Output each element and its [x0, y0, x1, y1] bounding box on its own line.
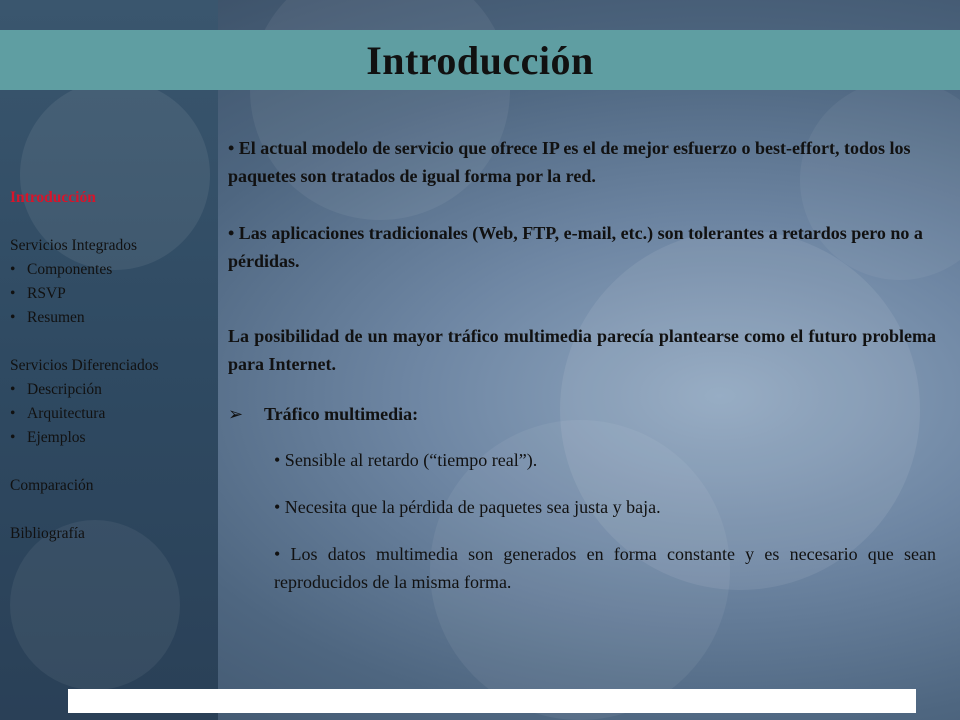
section-heading — [228, 400, 936, 428]
nav-item-rsvp[interactable] — [10, 282, 215, 306]
nav-item-arquitectura[interactable] — [10, 402, 215, 426]
nav-item-label: Resumen — [27, 309, 85, 326]
nav-item-label: Descripción — [27, 381, 102, 398]
list-item: • Necesita que la pérdida de paquetes sea justa y baja. — [274, 497, 661, 517]
sidebar-nav — [10, 186, 215, 546]
bullet-icon: • — [10, 261, 16, 278]
bullet-icon: • — [10, 285, 16, 302]
title-bar — [0, 30, 960, 90]
bullet-aplicaciones: • Las aplicaciones tradicionales (Web, FTP, e-mail, etc.) son tolerantes a retardos pero no a pérdidas. — [228, 223, 923, 271]
nav-item-comparacion[interactable]: Comparación — [10, 477, 94, 494]
slide-title: Introducción — [366, 37, 594, 83]
bullet-icon: • — [10, 405, 16, 422]
nav-item-introduccion[interactable]: Introducción — [10, 189, 96, 206]
nav-item-resumen[interactable] — [10, 306, 215, 330]
nav-item-label: Arquitectura — [27, 405, 106, 422]
nav-heading-servicios-integrados[interactable]: Servicios Integrados — [10, 237, 137, 254]
bullet-icon: • — [10, 429, 16, 446]
arrow-bullet-icon: ➢ — [228, 403, 244, 424]
nav-item-label: Ejemplos — [27, 429, 86, 446]
bullet-icon: • — [10, 381, 16, 398]
heading-trafico-multimedia: Tráfico multimedia: — [264, 404, 419, 424]
list-item: • Sensible al retardo (“tiempo real”). — [274, 450, 538, 470]
bullet-best-effort: • El actual modelo de servicio que ofrece IP es el de mejor esfuerzo o best-effort, todos los paquetes son tratados de igual forma por la red. — [228, 138, 911, 186]
paragraph-multimedia: La posibilidad de un mayor tráfico multimedia parecía plantearse como el futuro problema para Internet. — [228, 326, 936, 374]
bullet-icon: • — [10, 309, 16, 326]
nav-item-componentes[interactable] — [10, 258, 215, 282]
multimedia-list — [274, 446, 936, 615]
nav-item-descripcion[interactable] — [10, 378, 215, 402]
list-item: • Los datos multimedia son generados en forma constante y es necesario que sean reproducidos de la misma forma. — [274, 544, 936, 592]
nav-heading-servicios-diferenciados[interactable]: Servicios Diferenciados — [10, 357, 159, 374]
nav-item-label: Componentes — [27, 261, 113, 278]
nav-item-ejemplos[interactable] — [10, 426, 215, 450]
nav-item-label: RSVP — [27, 285, 66, 302]
footer-bar — [68, 689, 916, 713]
nav-item-bibliografia[interactable]: Bibliografía — [10, 525, 85, 542]
